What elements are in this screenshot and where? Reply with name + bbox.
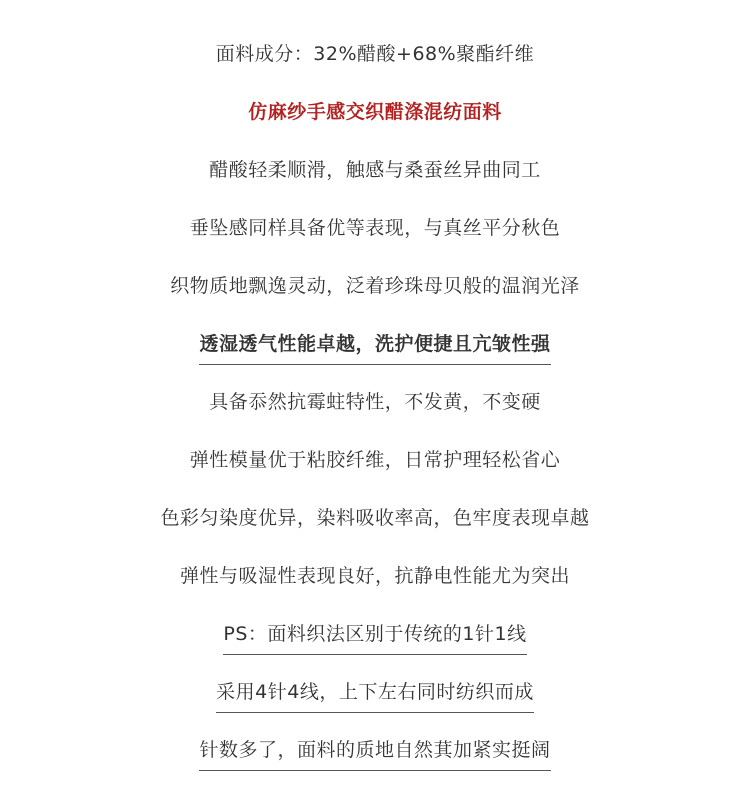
ps-note-text-3: 针数多了，面料的质地自然萁加紧实挺阔	[199, 736, 550, 771]
ps-note-text-1: PS：面料织法区别于传统的1针1线	[223, 620, 526, 655]
description-text-6: 色彩匀染度优异，染料吸收率高，色牢度表现卓越	[160, 507, 590, 529]
ps-note-text-2: 采用4针4线，上下左右同时纺织而成	[216, 678, 534, 713]
fabric-composition-line	[0, 40, 750, 68]
highlight-feature-line	[0, 330, 750, 365]
ps-note-line-1	[0, 620, 750, 655]
fabric-headline-text: 仿麻纱手感交织醋涤混纺面料	[248, 101, 502, 123]
description-line-5	[0, 446, 750, 474]
description-line-3	[0, 272, 750, 300]
highlight-feature-text: 透湿透气性能卓越，洗护便捷且亢皱性强	[199, 330, 550, 365]
fabric-composition-text: 面料成分：32%醋酸+68%聚酯纤维	[215, 43, 535, 65]
fabric-headline-line	[0, 98, 750, 126]
description-text-3: 织物质地飘逸灵动，泛着珍珠母贝般的温润光泽	[170, 275, 580, 297]
description-text-2: 垂坠感同样具备优等表现，与真丝平分秋色	[189, 217, 561, 239]
description-text-1: 醋酸轻柔顺滑，触感与桑蚕丝异曲同工	[209, 159, 541, 181]
description-text-7: 弹性与吸湿性表现良好，抗静电性能尤为突出	[179, 565, 570, 587]
description-line-6	[0, 504, 750, 532]
description-line-2	[0, 214, 750, 242]
description-text-5: 弹性模量优于粘胶纤维，日常护理轻松省心	[189, 449, 561, 471]
description-line-7	[0, 562, 750, 590]
description-line-1	[0, 156, 750, 184]
ps-note-line-2	[0, 678, 750, 713]
description-line-4	[0, 388, 750, 416]
description-text-4: 具备忝然抗霉蛀特性，不发黄，不变硬	[209, 391, 541, 413]
ps-note-line-3	[0, 736, 750, 771]
